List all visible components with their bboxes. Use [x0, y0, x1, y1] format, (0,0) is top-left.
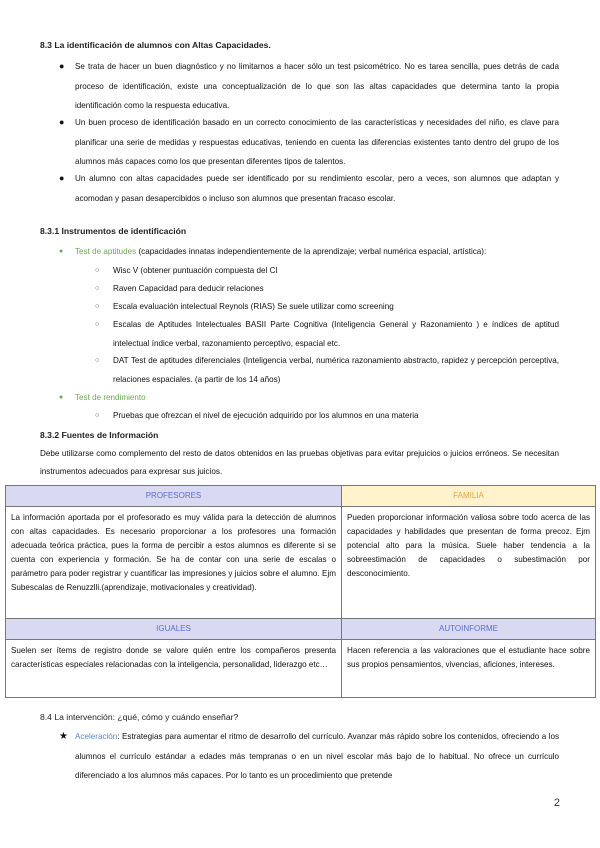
circle-bullet: ○ [95, 303, 100, 310]
aptitude-test-item: Raven Capacidad para deducir relaciones [113, 284, 264, 293]
circle-bullet: ○ [95, 357, 100, 364]
aceleracion-description: : Estrategias para aumentar el ritmo de desarrollo del currículo. Avanzar más rápido sobre los contenidos, ofreciendo a los alumnos el currículo estándar a edades más tempranas o en un nivel escolar más bajo de lo habitual. No ofrece un currículo diferenciado a los alumnos más capaces. Por lo tanto es un procedimiento que pretende [75, 732, 559, 781]
iguales-cell: Suelen ser ítems de registro donde se valore quién entre los compañeros presenta características especiales relacionadas con la inteligencia, personalidad, liderazgo etc… [6, 640, 342, 698]
circle-bullet: ○ [95, 412, 100, 419]
section-8-4-title: 8.4 La intervención: ¿qué, cómo y cuándo enseñar? [40, 712, 239, 722]
rendimiento-label: Test de rendimiento [75, 393, 146, 402]
familia-cell: Pueden proporcionar información valiosa sobre todo acerca de las capacidades y habilidades que presentan de forma precoz. Ejm potencial alto para la música. Suele haber tendencia a la sobreestimación de capacidades o subestimación por desconocimiento. [342, 507, 596, 619]
autoinforme-header: AUTOINFORME [342, 619, 596, 640]
page-number: 2 [553, 797, 560, 809]
rendimiento-test-item: Pruebas que ofrezcan el nivel de ejecución adquirido por los alumnos en una materia [113, 411, 419, 420]
circle-bullet: ○ [95, 285, 100, 292]
bullet-dot: ● [59, 394, 64, 401]
section-8-3-2-title: 8.3.2 Fuentes de Información [40, 430, 159, 440]
bullet-text-3: Un alumno con altas capacidades puede ser identificado por su rendimiento escolar, pero a veces, son alumnos que adaptan y acomodan y pasan desapercibidos o incluso son alumnos que presentan fracaso escolar. [75, 174, 559, 203]
aptitude-test-item: DAT Test de aptitudes diferenciales (Inteligencia verbal, numérica razonamiento abstracto, rapidez y percepción perceptiva, relaciones espaciales. (a partir de los 14 años) [113, 356, 559, 384]
aptitudes-label: Test de aptitudes [75, 247, 137, 256]
circle-bullet: ○ [95, 321, 100, 328]
bullet-dot: ● [59, 117, 65, 127]
star-bullet-icon: ★ [59, 731, 68, 742]
section-8-3-1-title: 8.3.1 Instrumentos de identificación [40, 226, 187, 236]
aptitude-test-item: Escalas de Aptitudes Intelectuales BASII Parte Cognitiva (Inteligencia General y Razonamiento ) e índices de aptitud intelectual índice verbal, razonamiento perceptivo, espacial etc. [113, 320, 559, 348]
familia-header: FAMILIA [342, 486, 596, 507]
aptitudes-bullet [75, 242, 559, 262]
bullet-dot: ● [59, 173, 65, 183]
section-8-3-title: 8.3 La identificación de alumnos con Altas Capacidades. [40, 40, 271, 50]
aptitude-test-item: Wisc V (obtener puntuación compuesta del CI [113, 266, 278, 275]
bullet-dot: ● [59, 61, 65, 71]
profesores-cell: La información aportada por el profesorado es muy válida para la detección de alumnos con altas capacidades. Es necesario proporcionar a los profesores una formación adecuada teórica práctica, pues la forma de percibir a estos alumnos es diferente si se cuenta con experiencia y formación. Se ha de contar con una serie de escalas o parámetro para poder registrar y cuantificar las impresiones y juicios sobre el alumno. Ejm Subescalas de Renuzzlli.(aprendizaje, motivacionales y creatividad). [6, 507, 342, 619]
bullet-text-1: Se trata de hacer un buen diagnóstico y no limitarnos a hacer sólo un test psicométrico. No es tarea sencilla, pues detrás de cada proceso de identificación, existe una conceptualización de lo que son las altas capacidades que determina tanto la propia identificación como la respuesta educativa. [75, 62, 559, 111]
fuentes-intro: Debe utilizarse como complemento del resto de datos obtenidos en las pruebas objetivas para evitar prejuicios o juicios erróneos. Se necesitan instrumentos adecuados para expresar sus juicios. [40, 449, 559, 476]
iguales-header: IGUALES [6, 619, 342, 640]
information-sources-table [5, 485, 596, 698]
aptitudes-description: (capacidades innatas independientemente de la aprendizaje; verbal numérica espacial, artística): [136, 247, 487, 256]
autoinforme-cell: Hacen referencia a las valoraciones que el estudiante hace sobre sus propios pensamientos, vivencias, aficiones, intereses. [342, 640, 596, 698]
circle-bullet: ○ [95, 267, 100, 274]
aceleracion-bullet [75, 727, 559, 786]
bullet-dot: ● [59, 248, 64, 255]
aceleracion-label: Aceleración [75, 732, 118, 741]
profesores-header: PROFESORES [6, 486, 342, 507]
aptitude-test-item: Escala evaluación intelectual Reynols (RIAS) Se suele utilizar como screening [113, 302, 394, 311]
bullet-text-2: Un buen proceso de identificación basado en un correcto conocimiento de las características y necesidades del niño, es clave para planificar una serie de medidas y respuestas educativas, teniendo en cuenta las diferencias existentes tanto dentro del grupo de los alumnos más capaces como los que presentan diferentes tipos de talentos. [75, 118, 559, 167]
